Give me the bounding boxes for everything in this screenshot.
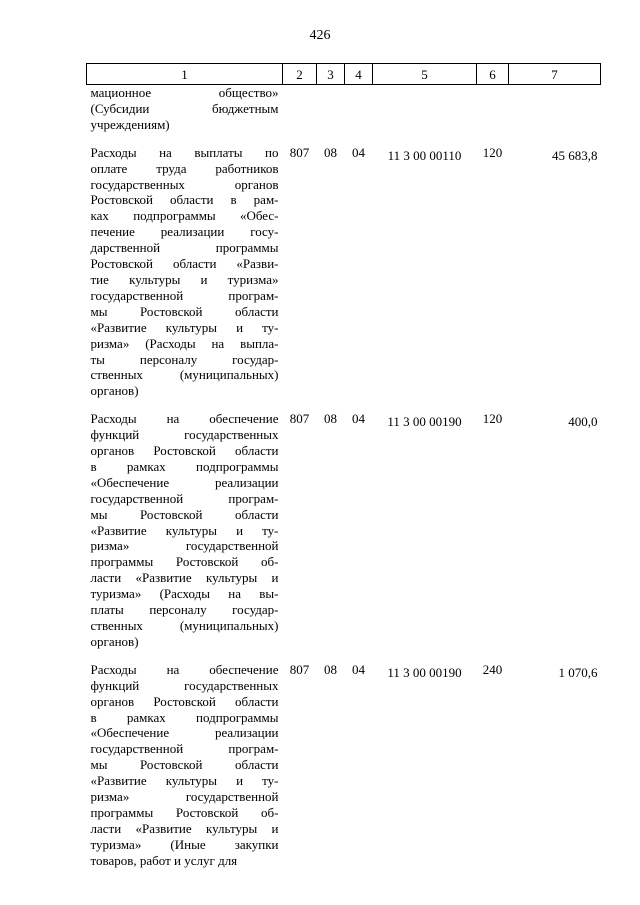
amount [509,85,601,145]
description-line: органов Ростовской области [90,443,279,459]
description-line: ризма» (Расходы на выпла- [90,335,279,351]
table-row [87,145,601,412]
page-number: 426 [309,28,331,43]
description-line: Ростовской области «Разви- [90,256,279,272]
description-line: государственной програм- [90,490,279,506]
ministry-code: 807 [289,661,310,677]
description-line: мы Ростовской области [90,506,279,522]
column-header-6: 6 [477,64,509,85]
description-line: органов) [90,383,139,399]
description-line: платы персоналу государ- [90,602,279,618]
expense-type-code: 120 [482,411,503,427]
description-line: ласти «Развитие культуры и [90,820,279,836]
description-line: программы Ростовской об- [90,804,279,820]
description-line: функций государственных [90,427,279,443]
description-line: в рамках подпрограммы [90,458,279,474]
table-row [87,411,601,662]
description-line: товаров, работ и услуг для [90,852,238,868]
description-line: ственных (муниципальных) [90,618,279,633]
subsection-code [345,85,373,145]
description-line: дарственной программы [90,240,279,256]
column-header-4: 4 [345,64,373,85]
description-line: учреждениям) [90,116,170,132]
expense-description [87,85,283,145]
description-line: мы Ростовской области [90,303,279,319]
description-line: Расходы на обеспечение [90,411,279,427]
section-code: 08 [324,411,337,427]
column-header-7: 7 [509,64,601,85]
amount: 400,0 [568,414,598,430]
description-line: функций государственных [90,677,279,693]
column-header-2: 2 [283,64,317,85]
subsection-code: 04 [352,144,365,160]
description-line: Ростовской области в рам- [90,192,279,208]
ministry-code: 807 [289,411,310,427]
description-line: «Развитие культуры и ту- [90,522,279,538]
header-row [87,64,601,85]
expense-type-code: 120 [482,144,503,160]
description-line: «Обеспечение реализации [90,474,279,490]
description-line: оплате труда работников [90,160,279,176]
description-line: (Субсидии бюджетным [90,100,279,116]
section-code: 08 [324,661,337,677]
budget-table [86,63,601,881]
description-line: ласти «Развитие культуры и [90,570,279,586]
description-line: мационное общество» [90,85,279,100]
table-body [87,85,601,881]
column-header-5: 5 [373,64,477,85]
subsection-code: 04 [352,661,365,677]
expense-type-code [477,85,509,145]
ministry-code: 807 [289,144,310,160]
description-line: ственных (муниципальных) [90,367,279,383]
expense-description [87,145,283,412]
description-line: туризма» (Расходы на вы- [90,586,279,602]
description-line: Расходы на выплаты по [90,144,279,160]
amount: 1 070,6 [558,664,598,680]
description-line: органов Ростовской области [90,693,279,709]
description-line: ты персоналу государ- [90,351,279,367]
target-article-code: 11 3 00 00190 [387,664,462,680]
description-line: государственной програм- [90,287,279,303]
table-row [87,85,601,145]
description-line: мы Ростовской области [90,757,279,773]
description-line: ризма» государственной [90,538,279,554]
expense-description [87,662,283,881]
description-line: «Развитие культуры и ту- [90,773,279,789]
ministry-code [283,85,317,145]
table-row [87,662,601,881]
description-line: ках подпрограммы «Обес- [90,208,279,224]
description-line: печение реализации госу- [90,224,279,240]
description-line: государственной програм- [90,741,279,757]
description-line: Расходы на обеспечение [90,661,279,677]
description-line: государственных органов [90,176,279,192]
target-article-code [373,85,477,145]
description-line: туризма» (Иные закупки [90,836,279,852]
column-header-3: 3 [317,64,345,85]
section-code: 08 [324,144,337,160]
section-code [317,85,345,145]
description-line: «Развитие культуры и ту- [90,319,279,335]
description-line: ризма» государственной [90,789,279,805]
amount: 45 683,8 [552,147,598,163]
description-line: программы Ростовской об- [90,554,279,570]
expense-description [87,411,283,662]
column-header-1: 1 [87,64,283,85]
description-line: в рамках подпрограммы [90,709,279,725]
expense-type-code: 240 [482,661,503,677]
description-line: органов) [90,633,139,649]
subsection-code: 04 [352,411,365,427]
target-article-code: 11 3 00 00190 [387,414,462,430]
description-line: тие культуры и туризма» [90,271,279,287]
description-line: «Обеспечение реализации [90,725,279,741]
target-article-code: 11 3 00 00110 [387,147,462,163]
